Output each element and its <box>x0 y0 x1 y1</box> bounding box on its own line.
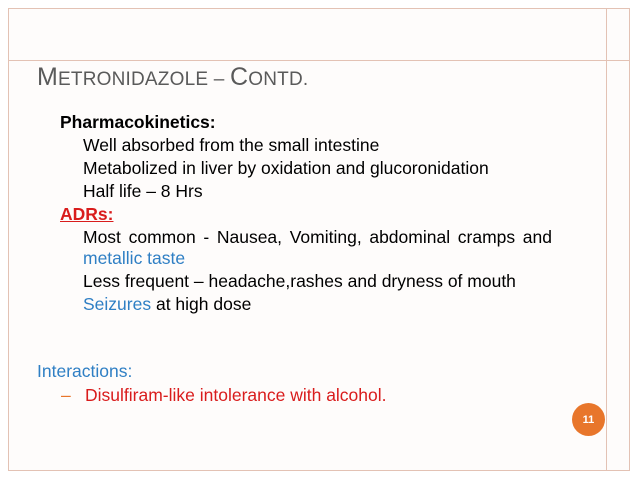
title-separator: – <box>208 69 230 90</box>
title-initial: M <box>37 63 59 91</box>
adr-highlight: metallic taste <box>83 248 186 268</box>
interaction-item: Disulfiram-like intolerance with alcohol. <box>85 385 387 405</box>
page-number-badge: 11 <box>572 403 605 436</box>
pk-item: Metabolized in liver by oxidation and glucoronidation <box>83 158 489 178</box>
slide-title <box>37 63 308 92</box>
pk-heading: Pharmacokinetics: <box>60 112 216 132</box>
bullet-pharmacokinetics <box>37 112 552 133</box>
adr-item-text: Most common - Nausea, Vomiting, abdominal cramps and <box>83 227 552 247</box>
list-item <box>37 227 552 269</box>
list-item <box>37 271 552 292</box>
horizontal-rule <box>8 60 630 61</box>
list-item <box>37 158 552 179</box>
adr-item-text: Less frequent – headache,rashes and dryness of mouth <box>83 271 516 291</box>
list-item <box>37 181 552 202</box>
dash-bullet: – <box>61 385 71 405</box>
adr-heading: ADRs: <box>60 204 114 224</box>
title-initial-2: C <box>229 63 249 91</box>
pk-item: Half life – 8 Hrs <box>83 181 203 201</box>
adr-highlight: Seizures <box>83 294 152 314</box>
interactions-label: Interactions: <box>37 361 133 381</box>
bullet-adrs <box>37 204 552 225</box>
pk-item: Well absorbed from the small intestine <box>83 135 380 155</box>
slide-body <box>37 112 552 317</box>
title-word-2: ONTD. <box>248 69 309 90</box>
vertical-rule <box>606 8 607 471</box>
list-item <box>37 135 552 156</box>
title-word-1: ETRONIDAZOLE <box>58 69 209 90</box>
adr-item-text: at high dose <box>151 294 252 314</box>
list-item <box>37 294 552 315</box>
